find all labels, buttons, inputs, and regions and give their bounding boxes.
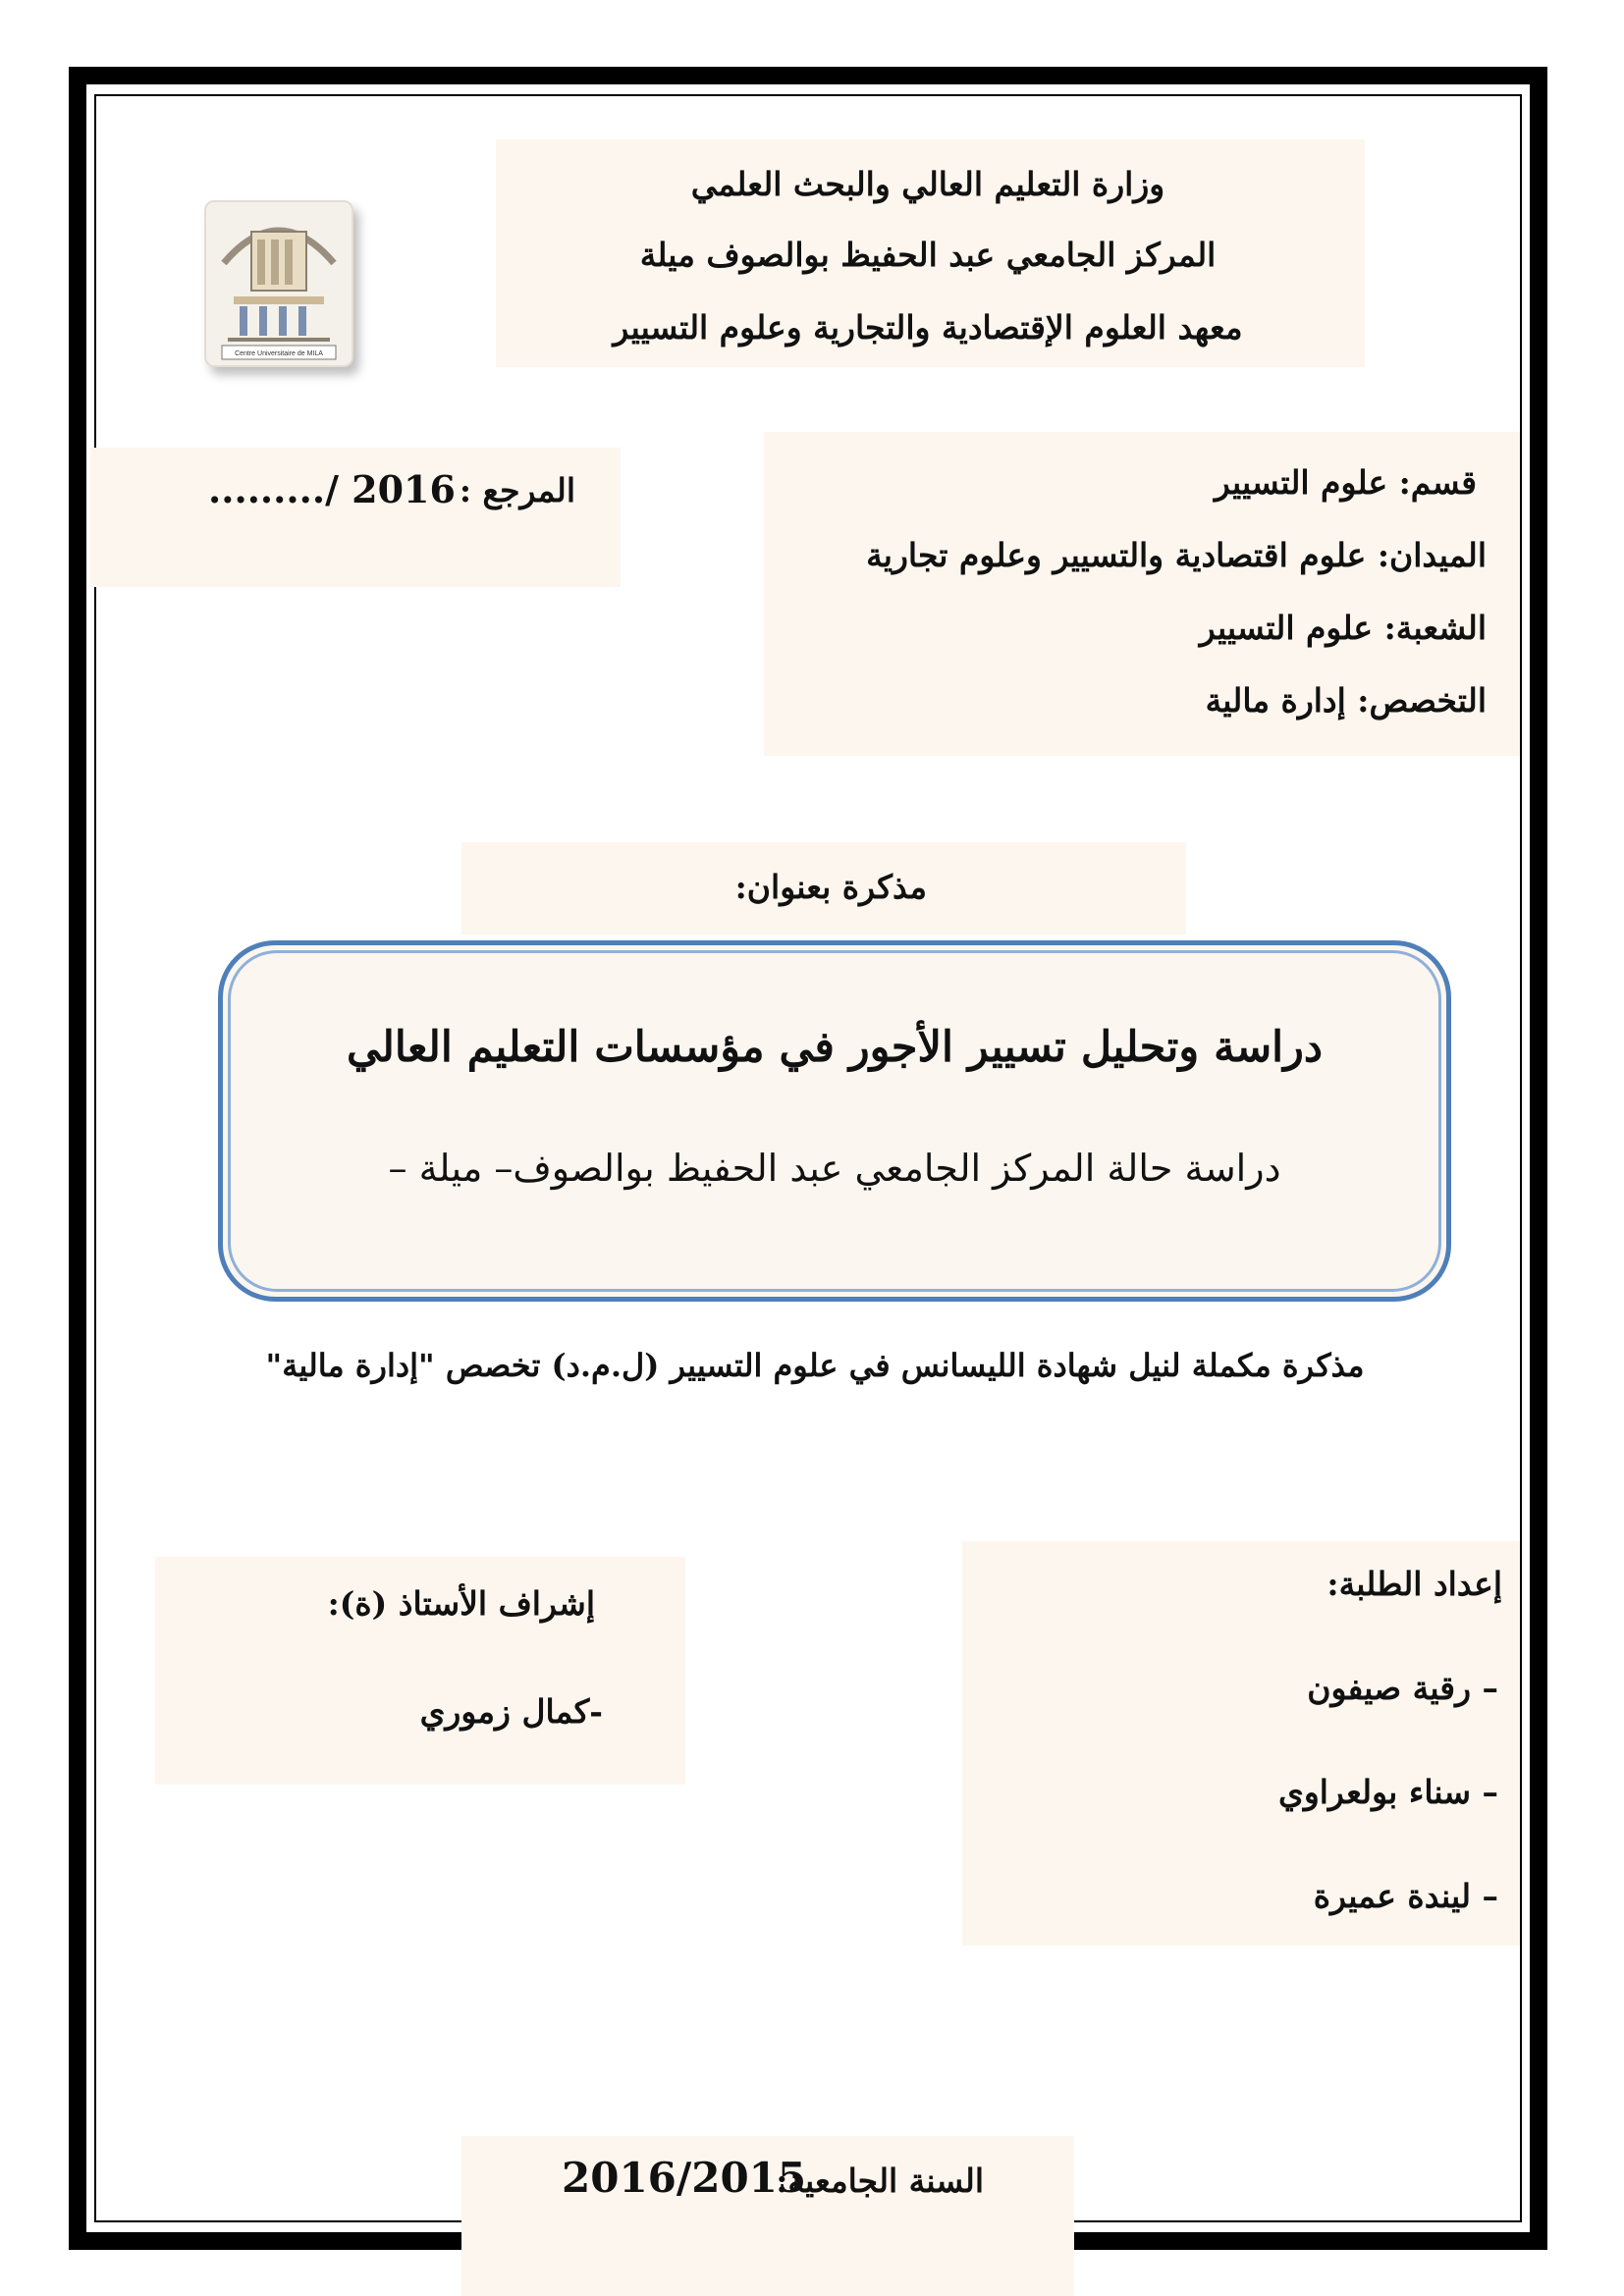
students-heading: إعداد الطلبة:: [1326, 1565, 1502, 1603]
department-line: قسم: علوم التسيير: [1214, 463, 1477, 502]
title-box-inner-border: [228, 950, 1441, 1292]
center-line: المركز الجامعي عبد الحفيظ بوالصوف ميلة: [639, 236, 1217, 274]
reference-label: المرجع :: [459, 471, 575, 509]
specialty-line: التخصص: إدارة مالية: [1205, 681, 1487, 720]
academic-year-label: السنة الجامعية:: [776, 2162, 984, 2200]
field-line: الميدان: علوم اقتصادية والتسيير وعلوم تجارية: [866, 536, 1487, 574]
memo-label: مذكرة بعنوان:: [734, 868, 927, 906]
student-name: – سناء بولعراوي: [1277, 1773, 1498, 1811]
reference-value: ........./ 2016: [208, 467, 456, 511]
institute-line: معهد العلوم الإقتصادية والتجارية وعلوم التسيير: [613, 308, 1243, 347]
academic-year-value: 2016/2015: [562, 2154, 807, 2202]
thesis-subtitle: دراسة حالة المركز الجامعي عبد الحفيظ بوالصوف– ميلة –: [388, 1147, 1281, 1190]
student-name: – ليندة عميرة: [1313, 1877, 1498, 1915]
logo-caption: Centre Universitaire de MILA: [235, 350, 323, 357]
university-logo-graphic: [206, 202, 352, 365]
branch-line: الشعبة: علوم التسيير: [1199, 609, 1487, 647]
university-logo: [204, 200, 353, 367]
ministry-line: وزارة التعليم العالي والبحث العلمي: [690, 165, 1165, 203]
degree-line: مذكرة مكملة لنيل شهادة الليسانس في علوم التسيير (ل.م.د) تخصص "إدارة مالية": [265, 1347, 1365, 1384]
thesis-title: دراسة وتحليل تسيير الأجور في مؤسسات التعليم العالي: [346, 1023, 1324, 1072]
supervisor-name: -كمال زموري: [419, 1692, 603, 1731]
student-name: – رقية صيفون: [1307, 1669, 1498, 1707]
supervisor-heading: إشراف الأستاذ (ة):: [327, 1584, 595, 1623]
